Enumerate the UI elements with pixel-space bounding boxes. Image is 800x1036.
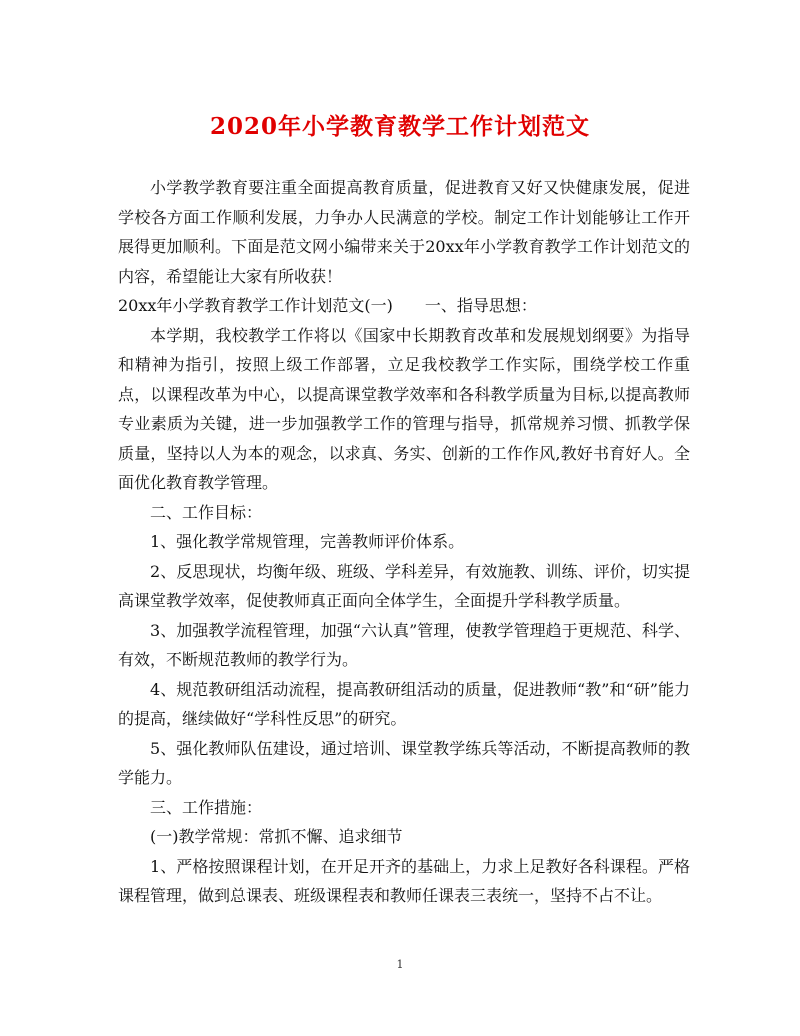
section-heading-work-goals: 二、工作目标： — [150, 502, 263, 522]
intro-paragraph: 小学教学教育要注重全面提高教育质量，促进教育又好又快健康发展，促进学校各方面工作顺利发展，力争办人民满意的学校。制定工作计划能够让工作开展得更加顺利。下面是范文网小编带来关于20xx年小学教育教学工作计划范文的内容，希望能让大家有所收获！ — [118, 178, 690, 286]
subsection-heading-teaching-routine: (一)教学常规：常抓不懈、追求细节 — [150, 827, 403, 846]
page-number: 1 — [396, 958, 404, 971]
goal-item-5: 5、强化教师队伍建设，通过培训、课堂教学练兵等活动，不断提高教师的教学能力。 — [118, 738, 690, 787]
section-heading-work-measures: 三、工作措施： — [150, 797, 263, 817]
document-title: 2020年小学教育教学工作计划范文 — [209, 113, 590, 140]
guiding-principle-paragraph: 本学期，我校教学工作将以《国家中长期教育改革和发展规划纲要》为指导和精神为指引，按照上级工作部署，立足我校教学工作实际，围绕学校工作重点，以课程改革为中心，以提高课堂教学效率和各科教学质量为目标,以提高教师专业素质为关键，进一步加强教学工作的管理与指导，抓常规养习惯、抓教学保质量，坚持以人为本的观念，以求真、务实、创新的工作作风,教好书育好人。全面优化教育教学管理。 — [118, 325, 690, 492]
goal-item-1: 1、强化教学常规管理，完善教师评价体系。 — [150, 532, 465, 551]
goal-item-3: 3、加强教学流程管理，加强“六认真”管理，使教学管理趋于更规范、科学、有效，不断规范教师的教学行为。 — [118, 620, 690, 669]
measure-item-1: 1、严格按照课程计划，在开足开齐的基础上，力求上足教好各科课程。严格课程管理，做到总课表、班级课程表和教师任课表三表统一，坚持不占不让。 — [118, 856, 690, 905]
document-body — [118, 173, 690, 911]
section-heading-plan-one: 20xx年小学教育教学工作计划范文(一) 一、指导思想： — [118, 296, 537, 315]
goal-item-2: 2、反思现状，均衡年级、班级、学科差异，有效施教、训练、评价，切实提高课堂教学效率，促使教师真正面向全体学生，全面提升学科教学质量。 — [118, 561, 690, 610]
goal-item-4: 4、规范教研组活动流程，提高教研组活动的质量，促进教师“教”和“研”能力的提高，继续做好“学科性反思”的研究。 — [118, 679, 690, 728]
